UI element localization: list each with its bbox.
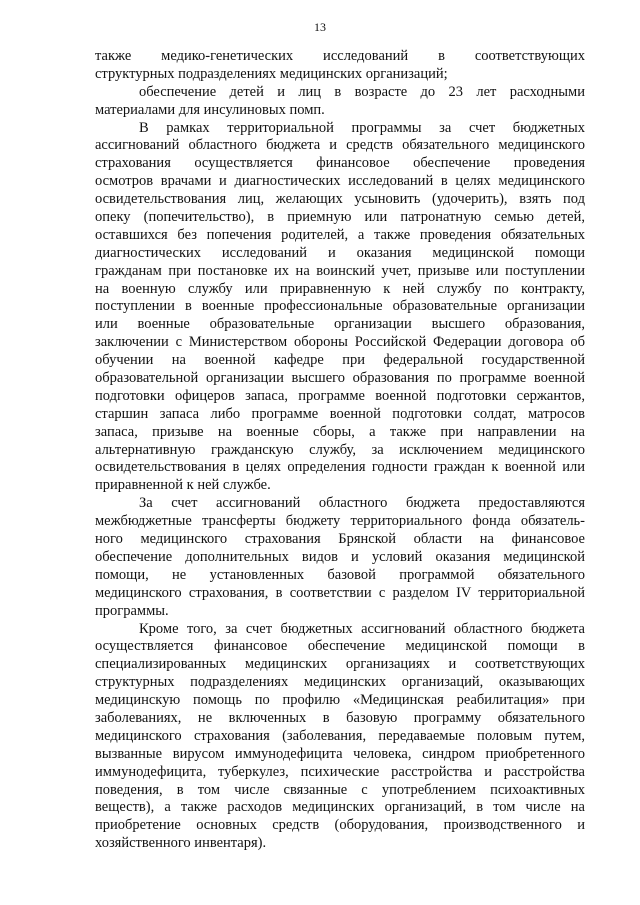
text-line: Кроме того, за счет бюджетных ассигнований областного бюджета <box>139 620 585 637</box>
text-line: приравненной к ней службе. <box>95 477 271 494</box>
text-line: программы. <box>95 602 169 619</box>
text-line: медицинскую помощь по профилю «Медицинская реабилитация» при <box>95 692 585 709</box>
text-line: межбюджетные трансферты бюджету территориального фонда обязатель- <box>95 513 585 530</box>
text-line: веществ), а также расходов медицинских организаций, в том числе на <box>95 799 585 816</box>
text-line: или военные образовательные организации высшего образования, <box>95 316 585 333</box>
text-line: страхования осуществляется финансовое обеспечение проведения <box>95 155 585 172</box>
text-line: диагностических исследований и оказания медицинской помощи <box>95 244 585 261</box>
body-text <box>95 48 585 853</box>
text-line: поведения, в том числе связанные с употреблением психоактивных <box>95 781 585 798</box>
text-line: приобретение основных средств (оборудования, производственного и <box>95 817 585 834</box>
text-line: ассигнований областного бюджета и средств обязательного медицинского <box>95 137 585 154</box>
text-line: В рамках территориальной программы за счет бюджетных <box>139 119 585 136</box>
page-number: 13 <box>314 20 326 34</box>
text-line: заболеваниях, не включенных в базовую программу обязательного <box>95 709 585 726</box>
text-line: За счет ассигнований областного бюджета предоставляются <box>139 495 585 512</box>
text-line: материалами для инсулиновых помп. <box>95 101 325 118</box>
text-line: специализированных медицинских организациях и соответствующих <box>95 656 585 673</box>
text-line: ного медицинского страхования Брянской области на финансовое <box>95 531 585 548</box>
text-line: на военную службу или приравненную к ней службу по контракту, <box>95 280 585 297</box>
text-line: медицинского страхования, в соответствии с разделом IV территориальной <box>95 584 585 601</box>
text-line: медицинского страхования (заболевания, передаваемые половым путем, <box>95 727 585 744</box>
text-line: старшин запаса либо программе военной подготовки солдат, матросов <box>95 405 585 422</box>
text-line: образовательной организации высшего образования по программе военной <box>95 370 585 387</box>
text-line: освидетельствования лиц, желающих усыновить (удочерить), взять под <box>95 191 585 208</box>
text-line: обеспечение дополнительных видов и условий оказания медицинской <box>95 548 585 565</box>
text-line: вызванные вирусом иммунодефицита человека, синдром приобретенного <box>95 745 585 762</box>
text-line: опеку (попечительство), в приемную или патронатную семью детей, <box>95 209 585 226</box>
text-line: структурных подразделениях медицинских организаций, оказывающих <box>95 674 585 691</box>
text-line: альтернативную гражданскую службу, за исключением медицинского <box>95 441 585 458</box>
text-line: помощи, не установленных базовой программой обязательного <box>95 566 585 583</box>
text-line: хозяйственного инвентаря). <box>95 835 267 852</box>
text-line: подготовки офицеров запаса, программе военной подготовки сержантов, <box>95 387 585 404</box>
text-line: обеспечение детей и лиц в возрасте до 23 лет расходными <box>139 83 585 100</box>
text-line: оставшихся без попечения родителей, а также проведения обязательных <box>95 226 585 243</box>
text-line: осмотров врачами и диагностических исследований в целях медицинского <box>95 173 585 190</box>
text-line: поступлении в военные профессиональные образовательные организации <box>95 298 585 315</box>
text-line: также медико-генетических исследований в соответствующих <box>95 48 585 64</box>
text-line: заключении с Министерством обороны Российской Федерации договора об <box>95 334 585 351</box>
text-line: иммунодефицита, туберкулез, психические расстройства и расстройства <box>95 763 585 780</box>
text-line: обучении на военной кафедре при федеральной государственной <box>95 352 585 369</box>
text-line: запаса, призыве на военные сборы, а также при направлении на <box>95 423 585 440</box>
text-line: структурных подразделениях медицинских организаций; <box>95 65 448 82</box>
text-line: освидетельствования в целях определения годности граждан к военной или <box>95 459 585 476</box>
text-line: гражданам при постановке их на воинский учет, призыве или поступлении <box>95 262 585 279</box>
text-line: осуществляется финансовое обеспечение медицинской помощи в <box>95 638 585 655</box>
